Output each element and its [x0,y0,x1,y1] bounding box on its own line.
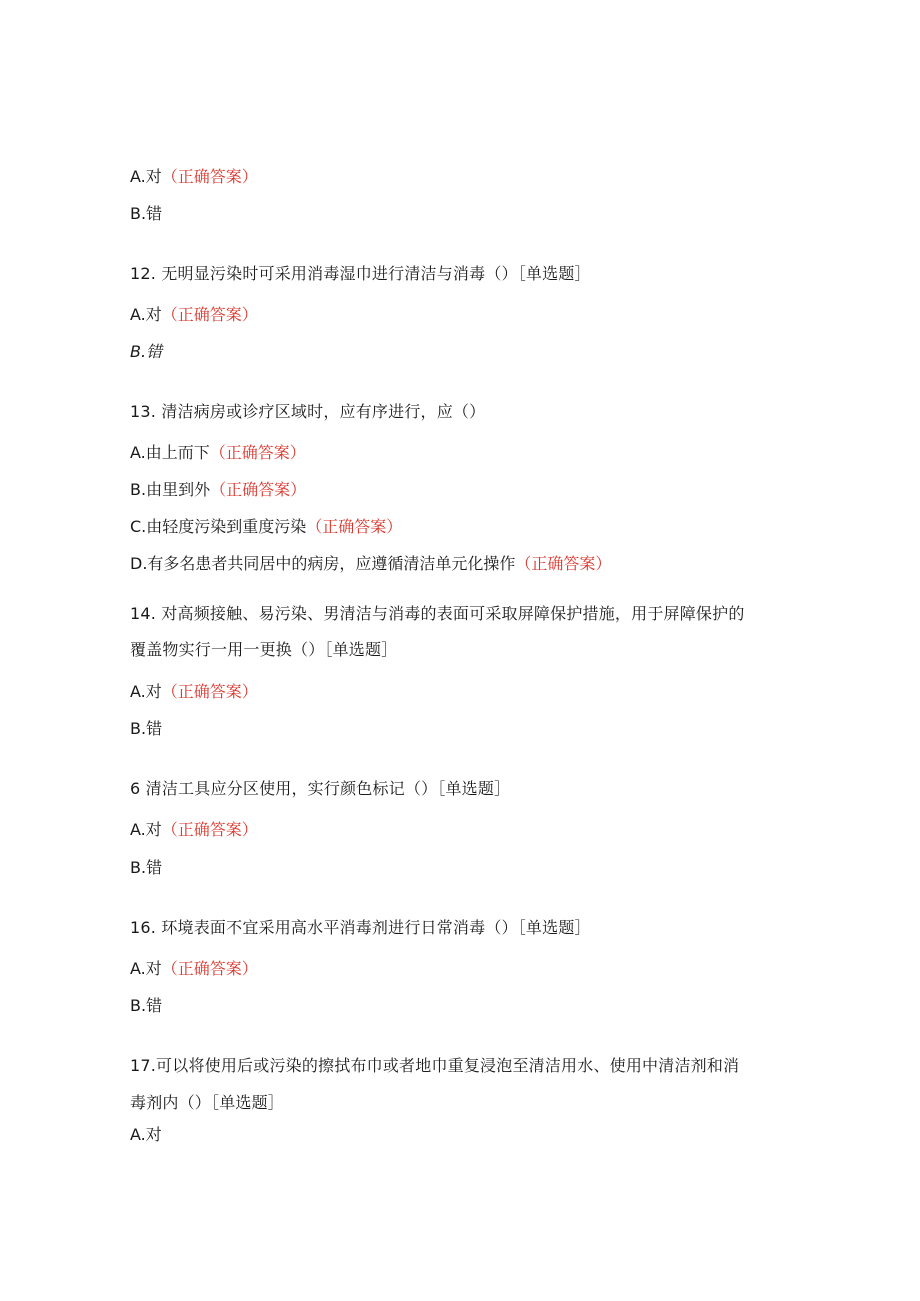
option-a [130,442,306,464]
correct-answer-mark: （正确答案） [161,959,258,978]
option-text: C.由轻度污染到重度污染 [130,517,307,536]
option-a [130,958,258,980]
option-text: A.对 [130,959,162,978]
question-stem-continued: 覆盖物实行一用一更换（）［单选题］ [130,640,398,659]
option-b [130,995,162,1017]
question-stem-continued: 毒剂内（）［单选题］ [130,1093,285,1112]
option-text: B.错 [130,204,163,223]
question-stem: 13. 清洁病房或诊疗区域时，应有序进行，应（） [130,402,486,421]
option-text: A.由上而下 [130,443,210,462]
question-stem: 17.可以将使用后或污染的擦拭布巾或者地巾重复浸泡至清洁用水、使用中清洁剂和消 [130,1056,740,1075]
option-text: A.对 [130,820,162,839]
question-stem: 12. 无明显污染时可采用消毒湿巾进行清洁与消毒（）［单选题］ [130,264,591,283]
option-a [130,166,258,188]
option-text: D.有多名患者共同居中的病房，应遵循清洁单元化操作 [130,554,516,573]
option-text: B.由里到外 [130,480,211,499]
option-text: B.错 [130,719,163,738]
option-text: B.错 [130,996,163,1015]
option-text: A.对 [130,305,162,324]
option-a [130,819,258,841]
option-b [130,718,162,740]
option-d [130,553,611,575]
option-c [130,516,402,538]
option-a [130,304,258,326]
question-stem: 6 清洁工具应分区使用，实行颜色标记（）［单选题］ [130,779,511,798]
correct-answer-mark: （正确答案） [161,682,258,701]
correct-answer-mark: （正确答案） [306,517,403,536]
option-text: B.错 [130,342,163,361]
option-b [130,203,162,225]
correct-answer-mark: （正确答案） [161,305,258,324]
correct-answer-mark: （正确答案） [161,167,258,186]
option-text: A.对 [130,1125,162,1144]
correct-answer-mark: （正确答案） [515,554,612,573]
option-b [130,341,162,363]
option-text: B.错 [130,858,163,877]
question-stem: 14. 对高频接触、易污染、男清洁与消毒的表面可采取屏障保护措施，用于屏障保护的 [130,604,745,623]
option-b [130,479,306,501]
correct-answer-mark: （正确答案） [161,820,258,839]
question-stem: 16. 环境表面不宜采用高水平消毒剂进行日常消毒（）［单选题］ [130,918,591,937]
option-a [130,1124,162,1146]
option-text: A.对 [130,167,162,186]
option-text: A.对 [130,682,162,701]
option-a [130,681,258,703]
correct-answer-mark: （正确答案） [209,443,306,462]
option-b [130,857,162,879]
correct-answer-mark: （正确答案） [210,480,307,499]
